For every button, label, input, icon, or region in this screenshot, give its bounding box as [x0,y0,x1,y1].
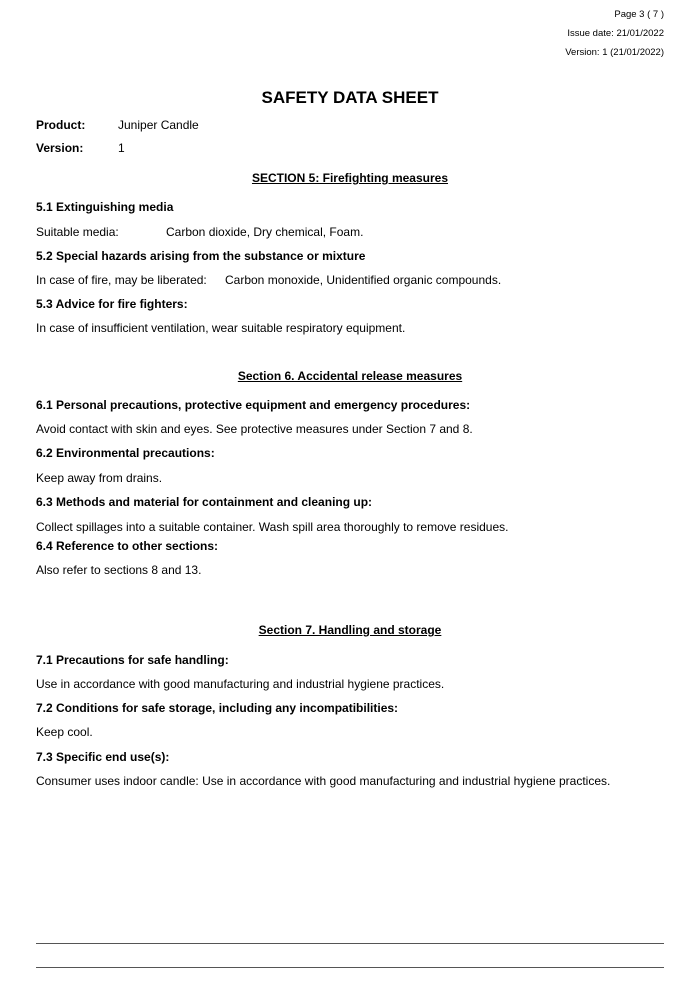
section-7-1-title: 7.1 Precautions for safe handling: [36,653,229,667]
issue-date: Issue date: 21/01/2022 [567,28,664,39]
section-6-2-title: 6.2 Environmental precautions: [36,446,215,460]
product-value: Juniper Candle [118,118,199,132]
section-6-2-text: Keep away from drains. [36,471,163,485]
footer-divider-top [36,943,664,944]
fire-liberated-label: In case of fire, may be liberated: [36,273,207,287]
section-6-1-text: Avoid contact with skin and eyes. See protective measures under Section 7 and 8. [36,422,473,436]
suitable-media-label: Suitable media: [36,225,119,239]
version-value: 1 [118,141,125,155]
fire-liberated-value: Carbon monoxide, Unidentified organic compounds. [225,273,502,287]
section-6-1-title: 6.1 Personal precautions, protective equipment and emergency procedures: [36,398,471,412]
section-7-3-text: Consumer uses indoor candle: Use in accordance with good manufacturing and industrial hygiene practices. [36,774,611,788]
section-5-2-title: 5.2 Special hazards arising from the substance or mixture [36,249,366,263]
document-version: Version: 1 (21/01/2022) [565,47,664,58]
section-7-2-text: Keep cool. [36,725,93,739]
section-7-2-title: 7.2 Conditions for safe storage, including any incompatibilities: [36,701,399,715]
version-label: Version: [36,141,84,155]
section-6-heading: Section 6. Accidental release measures [237,369,463,383]
section-6-4-title: 6.4 Reference to other sections: [36,539,219,553]
section-6-4-text: Also refer to sections 8 and 13. [36,563,202,577]
section-5-1-title: 5.1 Extinguishing media [36,200,174,214]
section-7-3-title: 7.3 Specific end use(s): [36,750,170,764]
section-5-heading: SECTION 5: Firefighting measures [251,171,449,185]
page-number: Page 3 ( 7 ) [614,9,664,20]
section-5-3-text: In case of insufficient ventilation, wear suitable respiratory equipment. [36,321,406,335]
product-label: Product: [36,118,86,132]
section-5-3-title: 5.3 Advice for fire fighters: [36,297,188,311]
footer-divider-bottom [36,967,664,968]
suitable-media-value: Carbon dioxide, Dry chemical, Foam. [166,225,364,239]
document-title: SAFETY DATA SHEET [261,88,439,107]
section-7-heading: Section 7. Handling and storage [258,623,442,637]
section-6-3-text: Collect spillages into a suitable container. Wash spill area thoroughly to remove residues. [36,520,509,534]
section-7-1-text: Use in accordance with good manufacturing and industrial hygiene practices. [36,677,445,691]
section-6-3-title: 6.3 Methods and material for containment and cleaning up: [36,495,373,509]
